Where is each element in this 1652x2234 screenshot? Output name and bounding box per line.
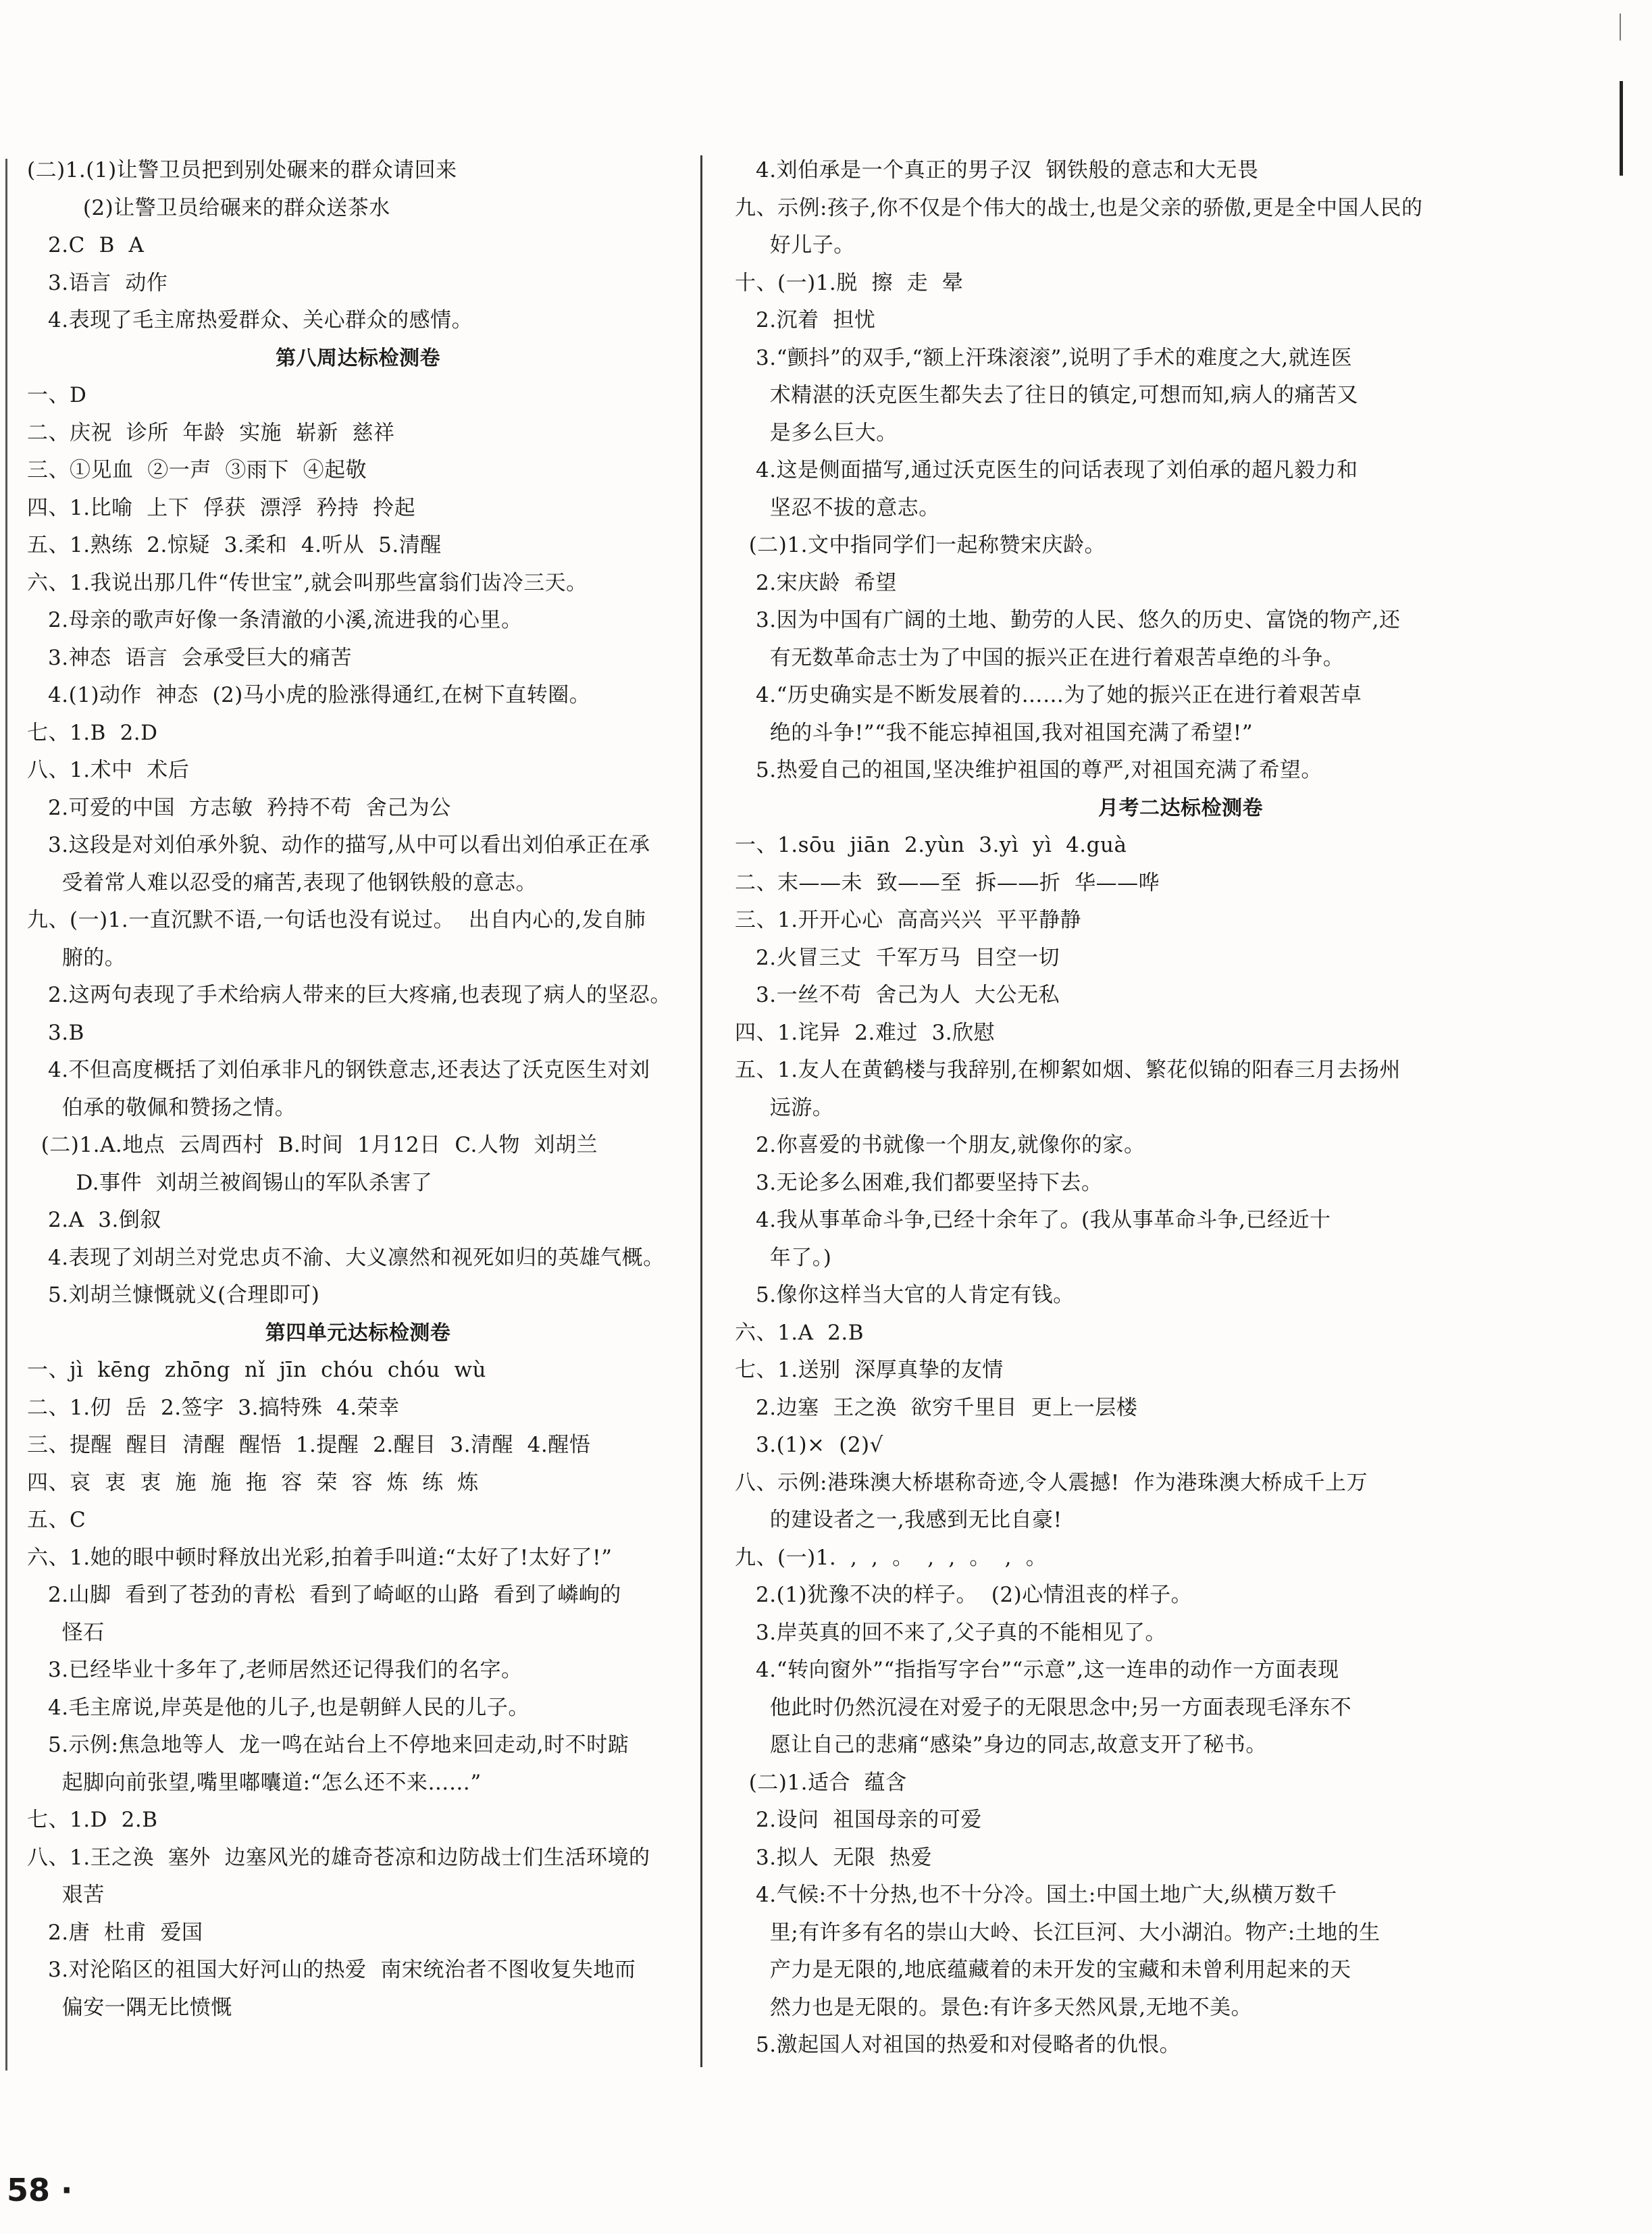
answer-line: 是多么巨大。 (735, 420, 898, 445)
margin-rule (5, 159, 7, 2071)
answer-line: 然力也是无限的。景色:有许多天然风景,无地不美。 (735, 1995, 1253, 2020)
answer-line: 4.刘伯承是一个真正的男子汉 钢铁般的意志和大无畏 (735, 158, 1259, 182)
answer-line: 四、哀 衷 衷 施 施 拖 容 荣 容 炼 练 炼 (27, 1470, 479, 1495)
answer-line: (二)1.(1)让警卫员把到别处碾来的群众请回来 (27, 158, 457, 182)
answer-line: 八、1.术中 术后 (27, 758, 190, 782)
answer-line: 产力是无限的,地底蕴藏着的未开发的宝藏和未曾利用起来的天 (735, 1958, 1351, 1982)
answer-line: 4.“转向窗外”“指指写字台”“示意”,这一连串的动作一方面表现 (735, 1658, 1339, 1682)
answer-line: 二、末——未 致——至 拆——折 华——哗 (735, 870, 1160, 895)
answer-line: (二)1.文中指同学们一起称赞宋庆龄。 (735, 533, 1106, 557)
answer-line: 五、1.熟练 2.惊疑 3.柔和 4.听从 5.清醒 (27, 533, 442, 557)
answer-line: 四、1.诧异 2.难过 3.欣慰 (735, 1020, 996, 1045)
answer-line: 二、1.仞 岳 2.签字 3.搞特殊 4.荣幸 (27, 1395, 400, 1420)
answer-line: 六、1.A 2.B (735, 1320, 864, 1345)
answer-line: (二)1.A.地点 云周西村 B.时间 1月12日 C.人物 刘胡兰 (27, 1133, 598, 1157)
answer-line: 七、1.送别 深厚真挚的友情 (735, 1358, 1004, 1382)
answer-line: 2.唐 杜甫 爱国 (27, 1920, 203, 1945)
answer-line: 起脚向前张望,嘴里嘟囔道:“怎么还不来……” (27, 1770, 482, 1795)
answer-line: 九、示例:孩子,你不仅是个伟大的战士,也是父亲的骄傲,更是全中国人民的 (735, 195, 1423, 220)
answer-line: 五、C (27, 1508, 86, 1532)
answer-line: 2.设问 祖国母亲的可爱 (735, 1808, 982, 1832)
answer-line: 4.表现了刘胡兰对党忠贞不渝、大义凛然和视死如归的英雄气概。 (27, 1245, 665, 1270)
answer-line: 远游。 (735, 1095, 834, 1120)
answer-line: 3.对沦陷区的祖国大好河山的热爱 南宋统治者不图收复失地而 (27, 1958, 636, 1982)
answer-line: 八、示例:港珠澳大桥堪称奇迹,令人震撼! 作为港珠澳大桥成千上万 (735, 1470, 1368, 1495)
answer-line: 5.刘胡兰慷慨就义(合理即可) (27, 1283, 320, 1307)
answer-line: D.事件 刘胡兰被阎锡山的军队杀害了 (27, 1170, 433, 1195)
answer-line: 一、D (27, 383, 87, 407)
answer-line: 4.我从事革命斗争,已经十余年了。(我从事革命斗争,已经近十 (735, 1208, 1331, 1232)
answer-line: 2.可爱的中国 方志敏 矜持不苟 舍己为公 (27, 795, 451, 820)
answer-line: 5.热爱自己的祖国,坚决维护祖国的尊严,对祖国充满了希望。 (735, 758, 1322, 782)
answer-line: 九、(一)1. , , 。 , , 。 , 。 (735, 1545, 1048, 1570)
answer-line: 4.气候:不十分热,也不十分冷。国土:中国土地广大,纵横万数千 (735, 1883, 1337, 1907)
answer-line: 艰苦 (27, 1883, 105, 1907)
answer-line: 四、1.比喻 上下 俘获 漂浮 矜持 拎起 (27, 495, 416, 520)
answer-line: 3.无论多么困难,我们都要坚持下去。 (735, 1170, 1103, 1195)
answer-line: 愿让自己的悲痛“感染”身边的同志,故意支开了秘书。 (735, 1733, 1267, 1757)
section-heading: 月考二达标检测卷 (1098, 796, 1263, 820)
answer-line: 3.B (27, 1020, 84, 1045)
left-answer-column (27, 152, 689, 2027)
answer-line: 2.(1)犹豫不决的样子。 (2)心情沮丧的样子。 (735, 1583, 1193, 1607)
answer-line: (2)让警卫员给碾来的群众送茶水 (27, 195, 390, 220)
answer-line: 3.神态 语言 会承受巨大的痛苦 (27, 645, 353, 670)
answer-line: 绝的斗争!”“我不能忘掉祖国,我对祖国充满了希望!” (735, 720, 1254, 745)
answer-line: 2.边塞 王之涣 欲穷千里目 更上一层楼 (735, 1395, 1138, 1420)
answer-line: 六、1.我说出那几件“传世宝”,就会叫那些富翁们齿冷三天。 (27, 570, 588, 595)
answer-line: 4.这是侧面描写,通过沃克医生的问话表现了刘伯承的超凡毅力和 (735, 458, 1358, 482)
answer-line: 九、(一)1.一直沉默不语,一句话也没有说过。 出自内心的,发自肺 (27, 908, 646, 932)
answer-line: 七、1.B 2.D (27, 720, 158, 745)
answer-line: 3.拟人 无限 热爱 (735, 1845, 933, 1870)
answer-line: 3.这段是对刘伯承外貌、动作的描写,从中可以看出刘伯承正在承 (27, 833, 650, 857)
answer-line: 2.母亲的歌声好像一条清澈的小溪,流进我的心里。 (27, 608, 523, 632)
answer-line: 2.宋庆龄 希望 (735, 570, 897, 595)
answer-line: 2.火冒三丈 千军万马 目空一切 (735, 945, 1060, 970)
answer-line: 4.“历史确实是不断发展着的……为了她的振兴正在进行着艰苦卓 (735, 683, 1362, 707)
answer-line: 偏安一隅无比愤慨 (27, 1995, 232, 2020)
answer-line: 2.沉着 担忧 (735, 308, 876, 332)
answer-line: 术精湛的沃克医生都失去了往日的镇定,可想而知,病人的痛苦又 (735, 383, 1358, 407)
answer-line: 2.山脚 看到了苍劲的青松 看到了崎岖的山路 看到了嶙峋的 (27, 1583, 621, 1607)
answer-line: 2.C B A (27, 233, 145, 257)
answer-line: 坚忍不拔的意志。 (735, 495, 940, 520)
answer-line: 3.(1)× (2)√ (735, 1433, 883, 1457)
answer-line: 2.A 3.倒叙 (27, 1208, 161, 1232)
answer-line: 5.示例:焦急地等人 龙一鸣在站台上不停地来回走动,时不时踮 (27, 1733, 629, 1757)
answer-line: 3.因为中国有广阔的土地、勤劳的人民、悠久的历史、富饶的物产,还 (735, 608, 1401, 632)
answer-line: 有无数革命志士为了中国的振兴正在进行着艰苦卓绝的斗争。 (735, 645, 1345, 670)
right-answer-column (735, 152, 1626, 2064)
answer-line: 3.一丝不苟 舍己为人 大公无私 (735, 983, 1060, 1007)
answer-line: 3.已经毕业十多年了,老师居然还记得我们的名字。 (27, 1658, 523, 1682)
answer-line: 他此时仍然沉浸在对爱子的无限思念中;另一方面表现毛泽东不 (735, 1695, 1352, 1720)
scan-edge-mark (1620, 14, 1621, 41)
column-divider (700, 155, 702, 2067)
answer-line: 3.岸英真的回不来了,父子真的不能相见了。 (735, 1620, 1166, 1645)
answer-line: 4.不但高度概括了刘伯承非凡的钢铁意志,还表达了沃克医生对刘 (27, 1058, 650, 1082)
answer-line: 4.表现了毛主席热爱群众、关心群众的感情。 (27, 308, 473, 332)
answer-line: 好儿子。 (735, 233, 855, 257)
scan-edge-mark (1620, 81, 1623, 176)
answer-line: 怪石 (27, 1620, 105, 1645)
answer-line: 伯承的敬佩和赞扬之情。 (27, 1095, 296, 1120)
answer-line: (二)1.适合 蕴含 (735, 1770, 907, 1795)
answer-line: 七、1.D 2.B (27, 1808, 158, 1832)
answer-line: 一、jì kēng zhōng nǐ jīn chóu chóu wù (27, 1358, 486, 1382)
answer-line: 八、1.王之涣 塞外 边塞风光的雄奇苍凉和边防战士们生活环境的 (27, 1845, 650, 1870)
answer-line: 十、(一)1.脱 擦 走 晕 (735, 270, 964, 295)
section-heading: 第四单元达标检测卷 (265, 1321, 451, 1345)
answer-line: 2.这两句表现了手术给病人带来的巨大疼痛,也表现了病人的坚忍。 (27, 983, 671, 1007)
answer-line: 二、庆祝 诊所 年龄 实施 崭新 慈祥 (27, 420, 395, 445)
answer-line: 4.毛主席说,岸英是他的儿子,也是朝鲜人民的儿子。 (27, 1695, 530, 1720)
answer-line: 2.你喜爱的书就像一个朋友,就像你的家。 (735, 1133, 1145, 1157)
page-number: 58 · (7, 2172, 73, 2208)
answer-line: 3.“颤抖”的双手,“额上汗珠滚滚”,说明了手术的难度之大,就连医 (735, 345, 1353, 370)
section-heading: 第八周达标检测卷 (276, 346, 440, 370)
answer-line: 3.语言 动作 (27, 270, 168, 295)
answer-line: 里;有许多有名的崇山大岭、长江巨河、大小湖泊。物产:土地的生 (735, 1920, 1380, 1945)
answer-line: 一、1.sōu jiān 2.yùn 3.yì yì 4.guà (735, 833, 1127, 857)
answer-line: 五、1.友人在黄鹤楼与我辞别,在柳絮如烟、繁花似锦的阳春三月去扬州 (735, 1058, 1401, 1082)
answer-line: 的建设者之一,我感到无比自豪! (735, 1508, 1062, 1532)
answer-line: 受着常人难以忍受的痛苦,表现了他钢铁般的意志。 (27, 870, 538, 895)
answer-line: 5.激起国人对祖国的热爱和对侵略者的仇恨。 (735, 2033, 1181, 2057)
answer-line: 腑的。 (27, 945, 126, 970)
answer-line: 三、提醒 醒目 清醒 醒悟 1.提醒 2.醒目 3.清醒 4.醒悟 (27, 1433, 591, 1457)
answer-line: 年了。) (735, 1245, 832, 1270)
answer-line: 三、1.开开心心 高高兴兴 平平静静 (735, 908, 1081, 932)
answer-line: 5.像你这样当大官的人肯定有钱。 (735, 1283, 1075, 1307)
answer-line: 三、①见血 ②一声 ③雨下 ④起敬 (27, 458, 367, 482)
answer-line: 六、1.她的眼中顿时释放出光彩,拍着手叫道:“太好了!太好了!” (27, 1545, 613, 1570)
answer-line: 4.(1)动作 神态 (2)马小虎的脸涨得通红,在树下直转圈。 (27, 683, 591, 707)
